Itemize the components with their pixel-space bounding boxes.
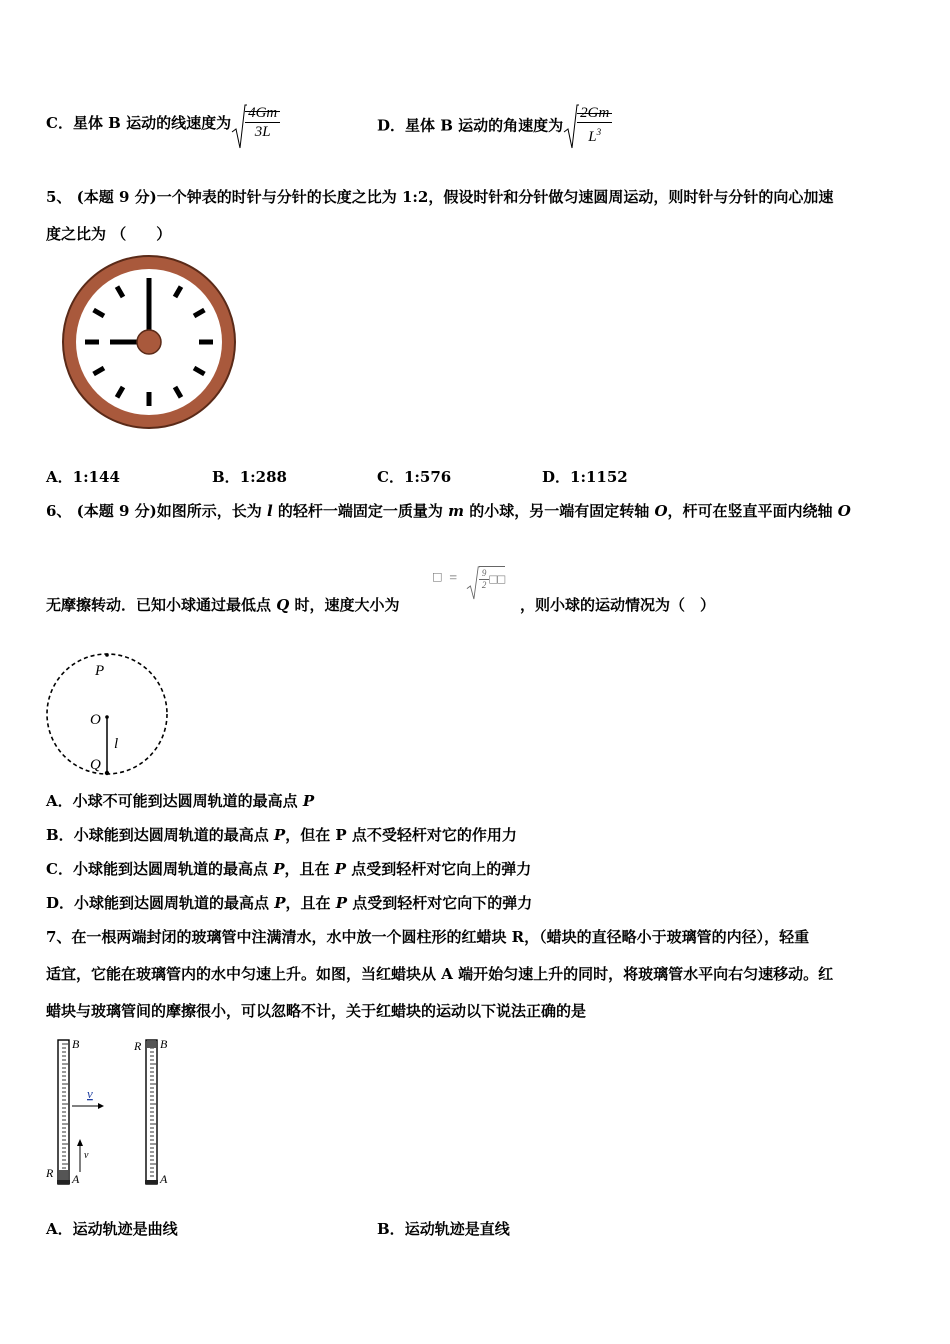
label-p: P <box>95 663 105 679</box>
wax-block-top <box>147 1041 156 1048</box>
option-text: 星体 B 运动的角速度为 <box>405 116 564 135</box>
q7-stem-line-1: 7、在一根两端封闭的玻璃管中注满清水，水中放一个圆柱形的红蜡块 R，（蜡块的直径略小于玻璃管的内径），轻重 <box>46 928 810 946</box>
q4-option-d <box>377 104 612 154</box>
pivot-o-dot <box>105 715 109 719</box>
clock-tick <box>147 392 152 406</box>
q5-option-d: D．1:1152 <box>542 468 628 486</box>
glass-tube-figure <box>42 1032 192 1192</box>
q6-stem-line-1: 6、 (本题 9 分)如图所示，长为 l 的轻杆一端固定一质量为 m 的小球，另一端有固定转轴 O，杆可在竖直平面内绕轴 O <box>46 502 851 520</box>
sqrt-formula <box>231 104 280 141</box>
q5-option-a: A．1:144 <box>46 468 120 486</box>
clock-center-hub <box>137 330 161 354</box>
formula-equals: = <box>449 570 458 586</box>
fraction-numerator: 2Gm <box>577 104 612 123</box>
tube-left-end-cap <box>57 1180 70 1184</box>
label-r-right: R <box>134 1039 142 1053</box>
q6-option-c: C．小球能到达圆周轨道的最高点 P，且在 P 点受到轻杆对它向上的弹力 <box>46 860 532 878</box>
option-label: D． <box>377 116 406 135</box>
clock-tick <box>85 340 99 345</box>
label-l: l <box>114 736 119 752</box>
q7-option-a: A．运动轨迹是曲线 <box>46 1220 178 1238</box>
label-b-right: B <box>160 1037 168 1051</box>
radical-icon <box>563 104 579 150</box>
q6-option-d: D．小球能到达圆周轨道的最高点 P，且在 P 点受到轻杆对它向下的弹力 <box>46 894 533 912</box>
exponent: 3 <box>596 127 602 137</box>
ball-q-dot <box>105 771 109 775</box>
q5-option-c: C．1:576 <box>377 468 452 486</box>
label-o: O <box>90 712 101 728</box>
sqrt-formula <box>563 104 612 146</box>
circle-rod-figure <box>40 652 174 780</box>
formula-rest: □□ <box>489 571 506 587</box>
wax-block-r <box>59 1170 68 1180</box>
arrowhead-right-icon <box>98 1103 104 1109</box>
fraction-denominator: 3L <box>254 124 271 140</box>
q5-stem-line-2: 度之比为 （ ） <box>46 225 172 243</box>
q5-stem-line-1: 5、 (本题 9 分)一个钟表的时针与分针的长度之比为 1:2，假设时针和分针做匀速圆周运动，则时针与分针的向心加速 <box>46 188 834 206</box>
clock-figure <box>58 254 240 430</box>
fraction-numerator: 9 <box>479 568 490 580</box>
q7-stem-line-2: 适宜，它能在玻璃管内的水中匀速上升。如图，当红蜡块从 A 端开始匀速上升的同时，将玻璃管水平向右匀速移动。红 <box>46 965 834 983</box>
option-text: 星体 B 运动的线速度为 <box>72 114 232 132</box>
q4-option-c <box>46 104 280 154</box>
label-v-right: v <box>87 1086 93 1101</box>
label-a-left: A <box>72 1172 80 1186</box>
q6-stem-line-2-end: ，则小球的运动情况为（ ） <box>520 596 716 614</box>
label-q: Q <box>90 757 101 773</box>
sqrt-formula <box>465 566 505 591</box>
label-a-right: A <box>160 1172 168 1186</box>
option-label: C． <box>46 114 73 132</box>
tube-right-end-cap <box>145 1180 158 1184</box>
q7-stem-line-3: 蜡块与玻璃管间的摩擦很小，可以忽略不计，关于红蜡块的运动以下说法正确的是 <box>46 1002 587 1020</box>
radical-icon <box>231 104 247 150</box>
fraction-numerator: 4Gm <box>245 104 280 123</box>
clock-tick <box>199 340 213 345</box>
q6-stem-line-2: 无摩擦转动．已知小球通过最低点 Q 时，速度大小为 <box>46 596 400 614</box>
q7-option-b: B．运动轨迹是直线 <box>377 1220 510 1238</box>
label-b-left: B <box>72 1037 80 1051</box>
fraction-denominator: 2 <box>481 580 487 590</box>
point-p-dot <box>105 653 109 657</box>
label-v-up: v <box>84 1150 89 1161</box>
radical-icon <box>465 566 481 606</box>
q6-option-a: A．小球不可能到达圆周轨道的最高点 P <box>46 792 315 810</box>
q5-option-b: B．1:288 <box>212 468 287 486</box>
formula-lhs: □ <box>433 570 442 586</box>
fraction-denominator: $L^3$ <box>588 127 602 145</box>
label-r-left: R <box>46 1166 54 1180</box>
q6-velocity-formula <box>433 566 505 591</box>
q6-option-b: B．小球能到达圆周轨道的最高点 P，但在 P 点不受轻杆对它的作用力 <box>46 826 517 844</box>
arrowhead-up-icon <box>77 1139 83 1146</box>
